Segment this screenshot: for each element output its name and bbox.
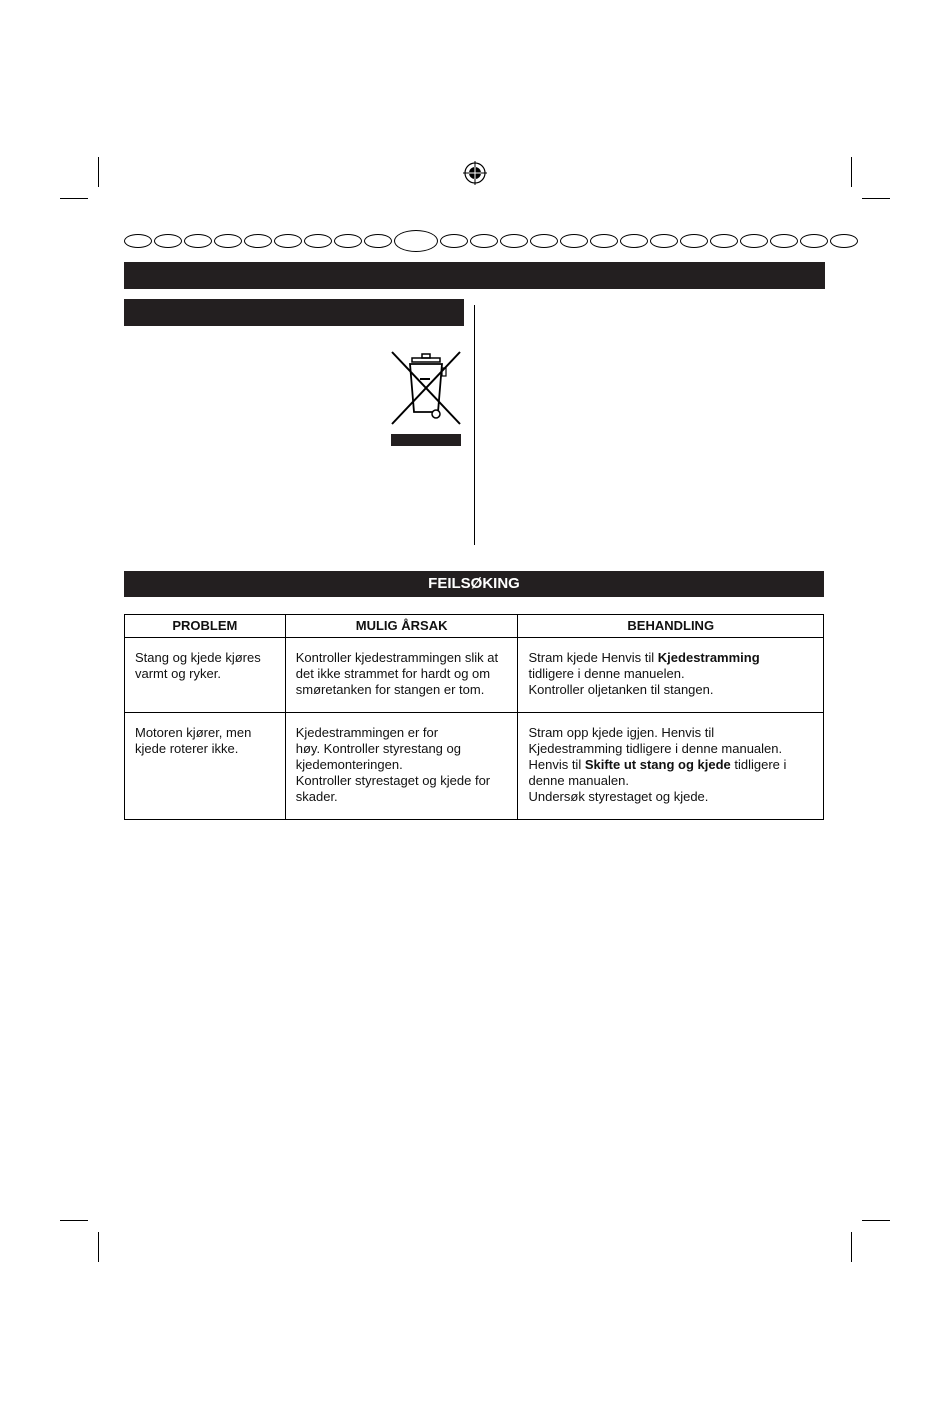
language-indicator — [830, 234, 858, 248]
language-indicator — [620, 234, 648, 248]
column-header-bar — [124, 299, 464, 326]
crop-mark-bottom-left-h — [60, 1220, 88, 1221]
language-indicator — [650, 234, 678, 248]
problem-cell: Motoren kjører, men kjede roterer ikke. — [125, 713, 286, 820]
column-header-remedy: BEHANDLING — [518, 615, 824, 638]
language-indicator — [364, 234, 392, 248]
language-indicator — [440, 234, 468, 248]
crop-mark-bottom-left-v — [98, 1232, 99, 1262]
language-indicator-active — [394, 230, 438, 252]
language-indicator — [590, 234, 618, 248]
language-indicator — [124, 234, 152, 248]
language-indicator — [154, 234, 182, 248]
language-indicator — [470, 234, 498, 248]
language-indicator — [274, 234, 302, 248]
language-indicator — [214, 234, 242, 248]
language-indicator-strip — [124, 230, 826, 252]
language-indicator — [740, 234, 768, 248]
language-indicator — [800, 234, 828, 248]
language-indicator — [560, 234, 588, 248]
cause-cell: Kjedestrammingen er for høy. Kontroller styrestang og kjedemonteringen. Kontroller styrestaget og kjede for skader. — [285, 713, 518, 820]
language-indicator — [530, 234, 558, 248]
crop-mark-top-right-v — [851, 157, 852, 187]
column-header-cause: MULIG ÅRSAK — [285, 615, 518, 638]
crossed-out-wheelie-bin-icon — [388, 348, 464, 448]
language-indicator — [710, 234, 738, 248]
column-divider — [474, 305, 475, 545]
header-bar — [124, 262, 825, 289]
language-indicator — [244, 234, 272, 248]
section-title-troubleshooting: FEILSØKING — [124, 571, 824, 597]
language-indicator — [304, 234, 332, 248]
remedy-cell: Stram kjede Henvis til Kjedestramming tidligere i denne manuelen. Kontroller oljetanken til stangen. — [518, 638, 824, 713]
crop-mark-bottom-right-h — [862, 1220, 890, 1221]
crop-mark-top-left-v — [98, 157, 99, 187]
crop-mark-top-left-h — [60, 198, 88, 199]
language-indicator — [680, 234, 708, 248]
remedy-cell: Stram opp kjede igjen. Henvis til Kjedestramming tidligere i denne manualen. Henvis til Skifte ut stang og kjede tidligere i denne manualen. Undersøk styrestaget og kjede. — [518, 713, 824, 820]
language-indicator — [770, 234, 798, 248]
table-row — [125, 713, 824, 820]
cause-cell: Kontroller kjedestrammingen slik at det ikke strammet for hardt og om smøretanken for stangen er tom. — [285, 638, 518, 713]
column-header-problem: PROBLEM — [125, 615, 286, 638]
troubleshooting-table — [124, 614, 824, 820]
registration-target-icon — [463, 161, 487, 185]
problem-cell: Stang og kjede kjøres varmt og ryker. — [125, 638, 286, 713]
language-indicator — [334, 234, 362, 248]
crop-mark-bottom-right-v — [851, 1232, 852, 1262]
crop-mark-top-right-h — [862, 198, 890, 199]
table-row — [125, 638, 824, 713]
table-header-row — [125, 615, 824, 638]
language-indicator — [500, 234, 528, 248]
language-indicator — [184, 234, 212, 248]
